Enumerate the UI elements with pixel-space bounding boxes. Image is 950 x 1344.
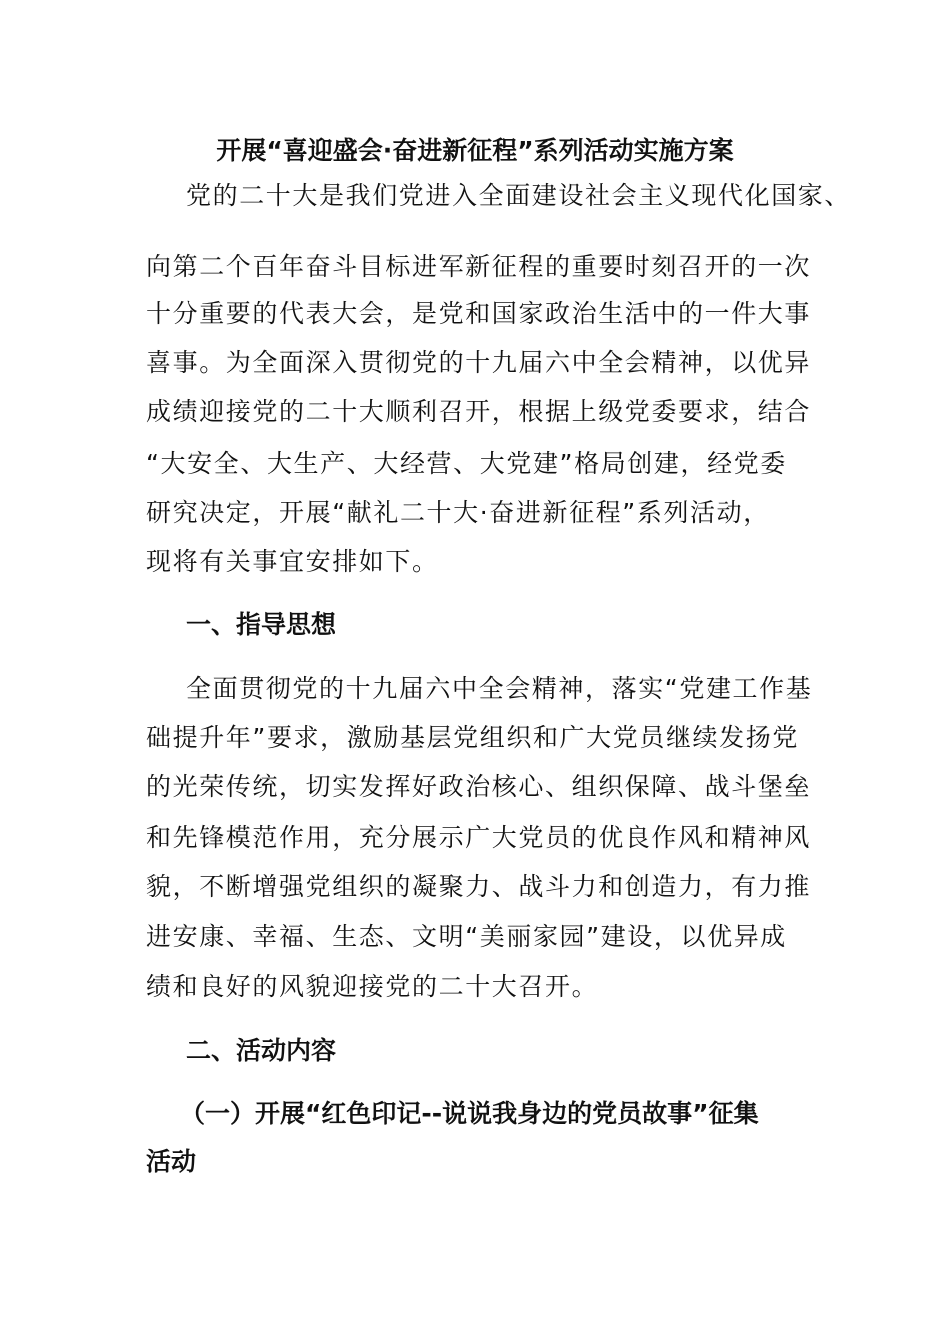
intro-line: 喜事。为全面深入贯彻党的十九届六中全会精神，以优异 [146, 348, 812, 377]
intro-line: 党的二十大是我们党进入全面建设社会主义现代化国家、 [186, 181, 852, 210]
sub-heading-red-imprint-cont: 活动 [146, 1147, 197, 1176]
intro-line: “大安全、大生产、大经营、大党建”格局创建，经党委 [146, 449, 787, 478]
section1-line: 础提升年”要求，激励基层党组织和广大党员继续发扬党 [146, 723, 799, 752]
intro-line: 十分重要的代表大会，是党和国家政治生活中的一件大事 [146, 299, 812, 328]
intro-line: 向第二个百年奋斗目标进军新征程的重要时刻召开的一次 [146, 252, 812, 281]
intro-line: 研究决定，开展“献礼二十大·奋进新征程”系列活动， [146, 498, 770, 527]
section1-line: 的光荣传统，切实发挥好政治核心、组织保障、战斗堡垒 [146, 772, 812, 801]
sub-heading-red-imprint: （一）开展“红色印记--说说我身边的党员故事”征集 [180, 1099, 759, 1128]
section1-line: 全面贯彻党的十九届六中全会精神，落实“党建工作基 [186, 674, 813, 703]
section1-line: 貌，不断增强党组织的凝聚力、战斗力和创造力，有力推 [146, 872, 812, 901]
intro-line: 现将有关事宜安排如下。 [146, 547, 439, 576]
section1-line: 绩和良好的风貌迎接党的二十大召开。 [146, 972, 599, 1001]
intro-line: 成绩迎接党的二十大顺利召开，根据上级党委要求，结合 [146, 397, 812, 426]
section-heading-activity-content: 二、活动内容 [186, 1036, 337, 1065]
section1-line: 进安康、幸福、生态、文明“美丽家园”建设，以优异成 [146, 922, 787, 951]
section1-line: 和先锋模范作用，充分展示广大党员的优良作风和精神风 [146, 823, 812, 852]
section-heading-guiding-ideology: 一、指导思想 [186, 610, 337, 639]
document-title: 开展“喜迎盛会·奋进新征程”系列活动实施方案 [216, 136, 734, 165]
